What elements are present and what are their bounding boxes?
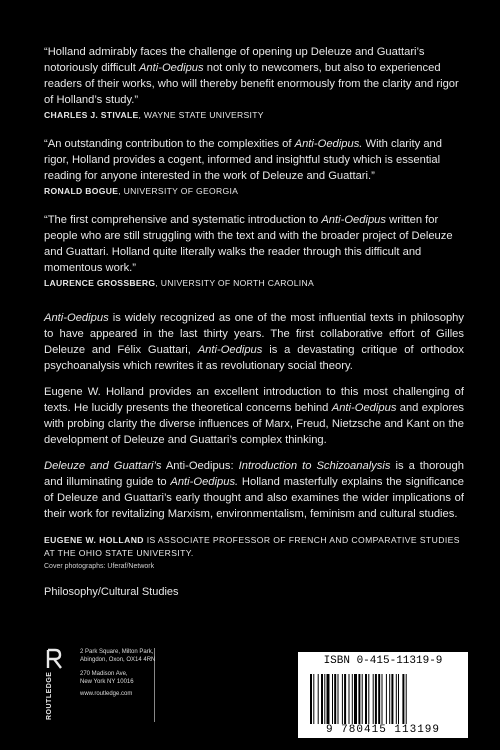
endorser-affiliation: , WAYNE STATE UNIVERSITY bbox=[138, 110, 264, 120]
barcode-stripe bbox=[402, 674, 404, 724]
barcode-stripe bbox=[382, 674, 383, 724]
barcode-stripe bbox=[368, 674, 369, 724]
endorser-name: RONALD BOGUE bbox=[44, 186, 119, 196]
author-bio-text: IS ASSOCIATE PROFESSOR OF FRENCH AND COMPARATIVE STUDIES AT THE OHIO STATE UNIVERSITY. bbox=[44, 535, 460, 558]
quote-title: Anti-Oedipus bbox=[321, 214, 387, 226]
cover-credit: Cover photographs: Uferaf/Network bbox=[44, 563, 155, 570]
description-paragraph-3 bbox=[44, 458, 464, 522]
endorser-name: LAURENCE GROSSBERG bbox=[44, 278, 156, 288]
barcode-stripe bbox=[378, 674, 380, 724]
quote-text: “The first comprehensive and systematic introduction to bbox=[44, 214, 322, 226]
endorser-affiliation: , UNIVERSITY OF GEORGIA bbox=[118, 186, 239, 196]
isbn-label: ISBN 0-415-11319-9 bbox=[323, 655, 443, 667]
endorser-affiliation: , UNIVERSITY OF NORTH CAROLINA bbox=[155, 278, 315, 288]
barcode-stripe bbox=[365, 674, 367, 724]
isbn-barcode bbox=[298, 652, 468, 738]
barcode-stripe bbox=[349, 674, 350, 724]
address-line: New York NY 10016 bbox=[80, 679, 134, 685]
endorser-attribution bbox=[44, 110, 464, 120]
quote-title: Anti-Oedipus. bbox=[294, 138, 363, 150]
subject-category: Philosophy/Cultural Studies bbox=[44, 586, 179, 598]
barcode-stripe bbox=[398, 674, 399, 724]
book-title: Anti-Oedipus. bbox=[170, 476, 239, 488]
publisher-address bbox=[80, 648, 155, 698]
barcode-stripe bbox=[373, 674, 374, 724]
description-text: Holland masterfully explains the significance of Deleuze and Guattari’s early thought and also examines the wider implications of their work for revitalizing Marxism, environmentalism, feminism and cultural studies. bbox=[44, 476, 464, 520]
barcode-stripe bbox=[362, 674, 363, 724]
endorser-name: CHARLES J. STIVALE bbox=[44, 110, 139, 120]
description-text: Eugene W. Holland provides an excellent introduction to this most challenging of texts. He lucidly presents the theoretical concerns behind bbox=[44, 386, 464, 414]
barcode-stripe bbox=[352, 674, 353, 724]
description-text: is a thorough and illuminating guide to bbox=[44, 460, 464, 488]
quote-text: With clarity and rigor, Holland provides a cogent, informed and insightful study which is essential reading for anyone interested in the work of Deleuze and Guattari.” bbox=[44, 138, 442, 182]
endorsement-1 bbox=[44, 44, 464, 120]
publisher-block bbox=[44, 648, 155, 722]
barcode-stripe bbox=[391, 674, 393, 724]
author-bio bbox=[44, 534, 464, 560]
barcode-stripe bbox=[344, 674, 346, 724]
barcode-stripe bbox=[389, 674, 390, 724]
author-name: EUGENE W. HOLLAND bbox=[44, 535, 144, 545]
description-paragraph-1 bbox=[44, 310, 464, 374]
website-line: www.routledge.com bbox=[80, 691, 133, 697]
book-title: Anti-Oedipus bbox=[197, 344, 263, 356]
description-paragraph-2 bbox=[44, 384, 464, 448]
barcode-stripe bbox=[334, 674, 336, 724]
endorsement-3 bbox=[44, 212, 464, 288]
book-title: Anti-Oedipus bbox=[331, 402, 397, 414]
endorsement-2 bbox=[44, 136, 464, 196]
address-line: 2 Park Square, Milton Park, bbox=[80, 649, 154, 655]
address-line: 270 Madison Ave, bbox=[80, 671, 128, 677]
barcode-stripe bbox=[375, 674, 377, 724]
barcode-stripe bbox=[358, 674, 360, 724]
quote-title: Anti-Oedipus bbox=[138, 62, 204, 74]
publisher-logo-text: ROUTLEDGE bbox=[46, 671, 53, 720]
barcode-stripe bbox=[318, 674, 319, 724]
book-description bbox=[44, 310, 464, 522]
book-title: Deleuze and Guattari’s bbox=[44, 460, 162, 472]
quote-text: “Holland admirably faces the challenge of opening up Deleuze and Guattari’s notoriously difficult bbox=[44, 46, 425, 74]
barcode-stripe bbox=[406, 674, 407, 724]
address-line: Abingdon, Oxon, OX14 4RN bbox=[80, 657, 156, 663]
quote-text: not only to newcomers, but also to experienced readers of their works, who will thereby benefit enormously from the clarity and rigor of Holland’s study.” bbox=[44, 62, 459, 106]
book-title: Anti-Oedipus bbox=[44, 312, 109, 324]
barcode-stripe bbox=[386, 674, 387, 724]
barcode-stripe bbox=[338, 674, 339, 724]
quote-text: “An outstanding contribution to the complexities of bbox=[44, 138, 295, 150]
barcode-stripe bbox=[342, 674, 343, 724]
barcode-stripe bbox=[324, 674, 325, 724]
book-title: Introduction to Schizoanalysis bbox=[238, 460, 391, 472]
book-title: Anti-Oedipus: bbox=[161, 460, 239, 472]
description-text: is a devastating critique of orthodox psychoanalysis which rewrites it as revolutionary social theory. bbox=[44, 344, 464, 372]
barcode-stripe bbox=[332, 674, 333, 724]
barcode-icon bbox=[310, 674, 458, 724]
barcode-stripe bbox=[321, 674, 323, 724]
endorser-attribution bbox=[44, 186, 464, 196]
barcode-stripe bbox=[396, 674, 397, 724]
barcode-stripe bbox=[354, 674, 357, 724]
barcode-digits: 9 780415 113199 bbox=[325, 724, 441, 736]
barcode-stripe bbox=[310, 674, 312, 724]
description-text: and explores with probing clarity the diverse influences of Marx, Freud, Nietzsche and Kant on the development of Deleuze and Guattari’s complex thinking. bbox=[44, 402, 465, 446]
quote-text: written for people who are still struggling with the text and with the broader project of Deleuze and Guattari. Holland quite literally walks the reader through this difficult and momentous work.” bbox=[44, 214, 453, 274]
description-text: is widely recognized as one of the most influential texts in philosophy to have appeared in the last thirty years. The first collaborative effort of Gilles Deleuze and Félix Guattari, bbox=[44, 312, 464, 356]
endorser-attribution bbox=[44, 278, 464, 288]
back-cover-text bbox=[44, 44, 464, 598]
barcode-stripe bbox=[327, 674, 330, 724]
barcode-stripe bbox=[313, 674, 314, 724]
